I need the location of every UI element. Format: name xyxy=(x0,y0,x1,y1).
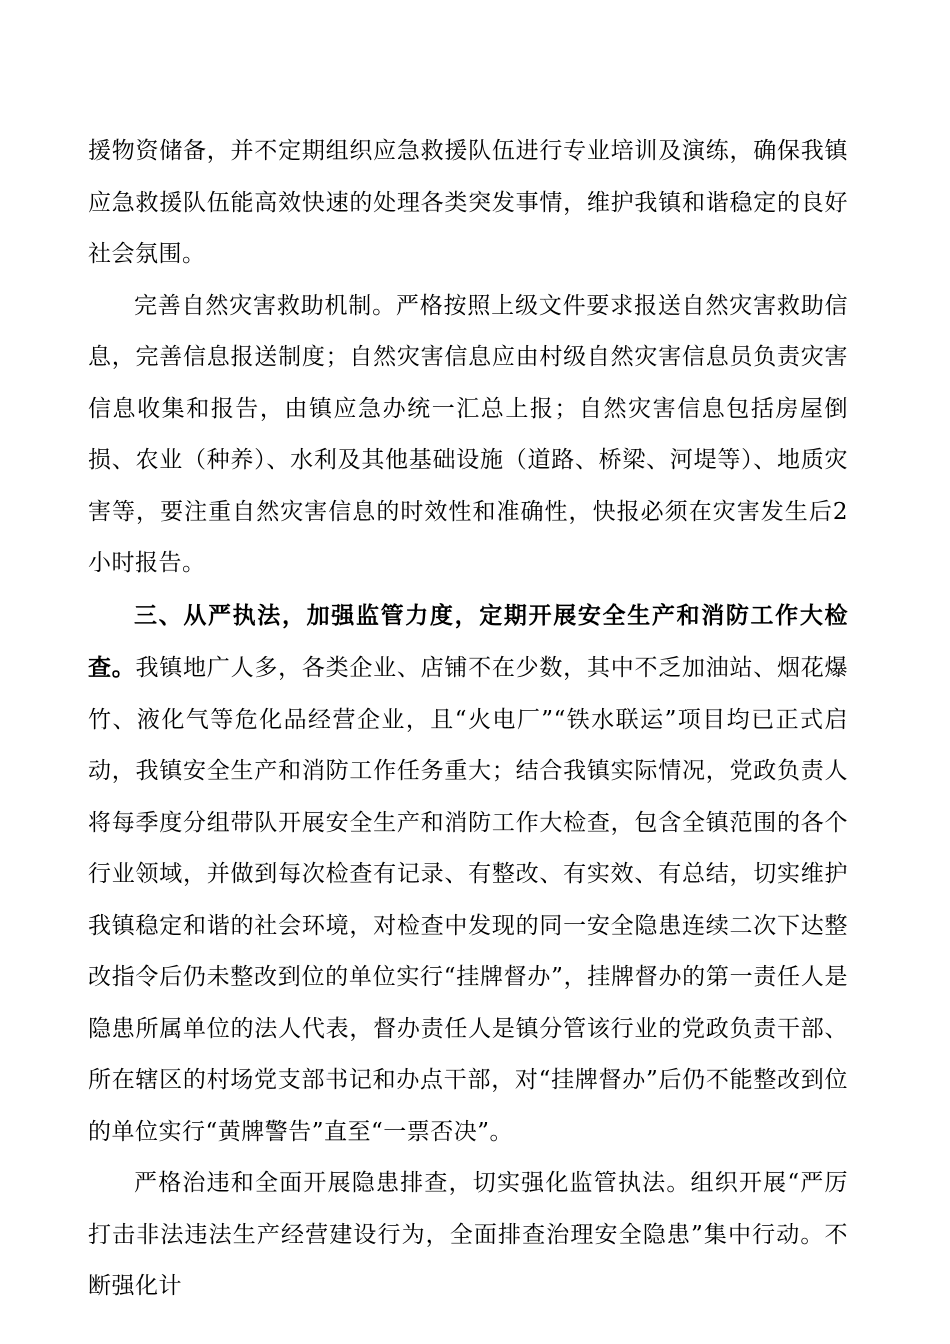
paragraph-section-three xyxy=(88,590,848,1159)
paragraph-disaster-relief xyxy=(88,281,848,590)
paragraph-text: 完善自然灾害救助机制。严格按照上级文件要求报送自然灾害救助信息，完善信息报送制度；自然灾害信息应由村级自然灾害信息员负责灾害信息收集和报告，由镇应急办统一汇总上报；自然灾害信息包括房屋倒损、农业（种养）、水利及其他基础设施（道路、桥梁、河堤等）、地质灾害等，要注重自然灾害信息的时效性和准确性，快报必须在灾害发生后2小时报告。 xyxy=(88,292,848,576)
paragraph-hazard-inspection xyxy=(88,1158,848,1313)
paragraph-text: 严格治违和全面开展隐患排查，切实强化监管执法。组织开展“严厉打击非法违法生产经营建设行为，全面排查治理安全隐患”集中行动。不断强化计 xyxy=(88,1170,848,1299)
paragraph-continuation xyxy=(88,126,848,281)
document-page xyxy=(88,126,848,1313)
section-heading: 三、从严执法，加强监管力度，定期开展安全生产和消防工作大检查。 xyxy=(88,601,848,681)
paragraph-text: 援物资储备，并不定期组织应急救援队伍进行专业培训及演练，确保我镇应急救援队伍能高效快速的处理各类突发事情，维护我镇和谐稳定的良好社会氛围。 xyxy=(88,138,848,267)
paragraph-text: 我镇地广人多，各类企业、店铺不在少数，其中不乏加油站、烟花爆竹、液化气等危化品经营企业，且“火电厂”“铁水联运”项目均已正式启动，我镇安全生产和消防工作任务重大；结合我镇实际情况，党政负责人将每季度分组带队开展安全生产和消防工作大检查，包含全镇范围的各个行业领域，并做到每次检查有记录、有整改、有实效、有总结，切实维护我镇稳定和谐的社会环境，对检查中发现的同一安全隐患连续二次下达整改指令后仍未整改到位的单位实行“挂牌督办”，挂牌督办的第一责任人是隐患所属单位的法人代表，督办责任人是镇分管该行业的党政负责干部、所在辖区的村场党支部书记和办点干部，对“挂牌督办”后仍不能整改到位的单位实行“黄牌警告”直至“一票否决”。 xyxy=(88,655,849,1145)
